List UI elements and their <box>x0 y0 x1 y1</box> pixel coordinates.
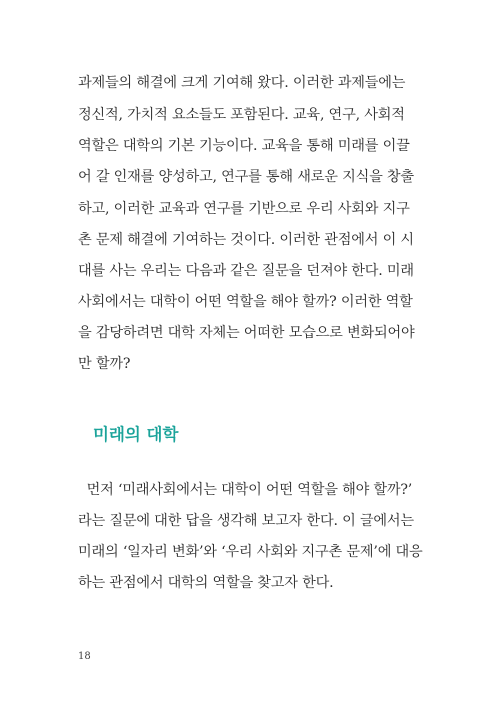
section-heading: 미래의 대학 <box>93 425 179 444</box>
text-line: 하고, 이러한 교육과 연구를 기반으로 우리 사회와 지구 <box>78 201 410 217</box>
text-line: 정신적, 가치적 요소들도 포함된다. 교육, 연구, 사회적 <box>78 107 405 123</box>
text-line: 사회에서는 대학이 어떤 역할을 해야 할까? 이러한 역할 <box>78 294 413 310</box>
text-line: 라는 질문에 대한 답을 생각해 보고자 한다. 이 글에서는 <box>78 513 414 529</box>
text-line: 역할은 대학의 기본 기능이다. 교육을 통해 미래를 이끌 <box>78 138 410 154</box>
text-line: 어 갈 인재를 양성하고, 연구를 통해 새로운 지식을 창출 <box>78 169 414 185</box>
text-line: 대를 사는 우리는 다음과 같은 질문을 던져야 한다. 미래 <box>78 263 414 279</box>
text-line: 과제들의 해결에 크게 기여해 왔다. 이러한 과제들에는 <box>78 75 406 91</box>
text-line: 을 감당하려면 대학 자체는 어떠한 모습으로 변화되어야 <box>78 325 415 341</box>
text-line: 촌 문제 해결에 기여하는 것이다. 이러한 관점에서 이 시 <box>78 232 414 248</box>
text-line: 먼저 ‘미래사회에서는 대학이 어떤 역할을 해야 할까?’ <box>78 482 413 498</box>
text-line: 하는 관점에서 대학의 역할을 찾고자 한다. <box>78 575 334 591</box>
page-number: 18 <box>78 651 91 662</box>
text-line: 미래의 ‘일자리 변화’와 ‘우리 사회와 지구촌 문제’에 대응 <box>78 544 423 560</box>
text-line: 만 할까? <box>78 356 131 372</box>
